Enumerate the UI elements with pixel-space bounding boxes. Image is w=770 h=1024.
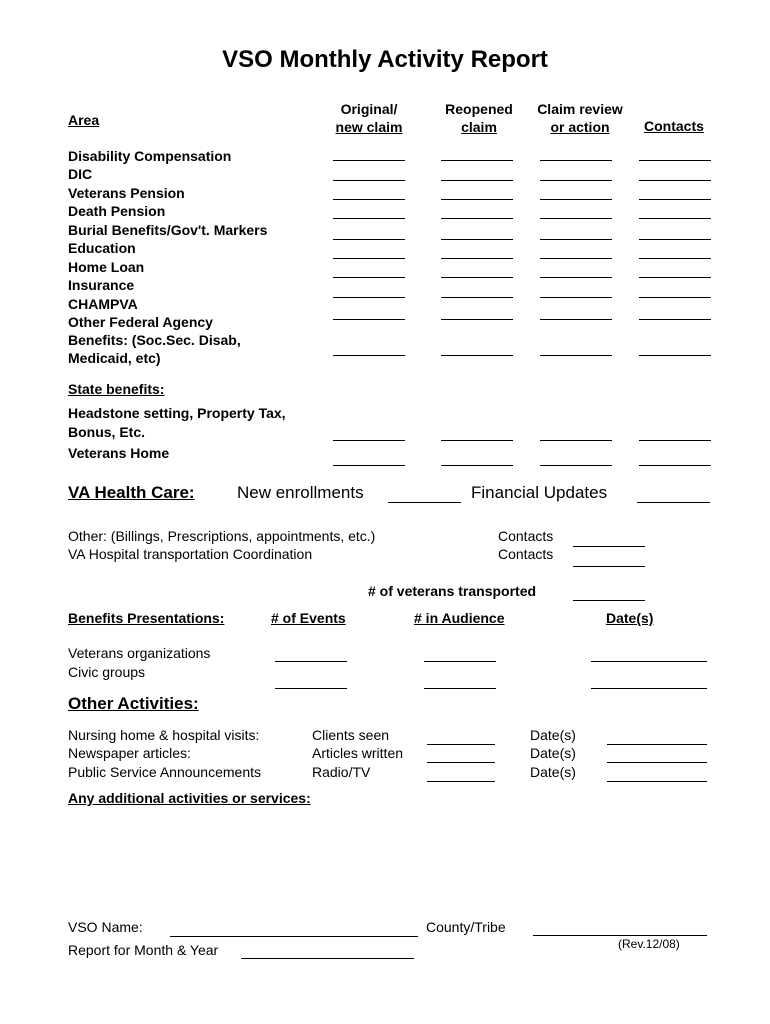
home-loan-original-claim-field[interactable] [333, 277, 405, 278]
state-benefits-heading: State benefits: [68, 381, 165, 397]
area-other-federal-agency: Other Federal Agency [68, 314, 213, 330]
events-column-header: # of Events [271, 610, 346, 626]
area-champva: CHAMPVA [68, 296, 138, 312]
insurance-original-claim-field[interactable] [333, 297, 405, 298]
claim-review-header-line-2: or action [550, 119, 610, 135]
new-enrollments-label: New enrollments [237, 483, 364, 502]
dic-claim-review-field[interactable] [540, 180, 612, 181]
veterans-pension-contacts-field[interactable] [639, 199, 711, 200]
other-federal-agency-contacts-field[interactable] [639, 355, 711, 356]
clients-seen-field[interactable] [427, 744, 495, 745]
education-original-claim-field[interactable] [333, 258, 405, 259]
reopened-claim-column-header [438, 100, 520, 136]
veterans-transported-field[interactable] [573, 600, 645, 601]
new-enrollments-field[interactable] [388, 502, 461, 503]
veterans-home-contacts-field[interactable] [639, 465, 711, 466]
transportation-contacts-field[interactable] [573, 566, 645, 567]
claim-review-column-header [530, 100, 630, 136]
newspaper-dates-label: Date(s) [530, 745, 576, 761]
death-pension-contacts-field[interactable] [639, 218, 711, 219]
death-pension-claim-review-field[interactable] [540, 218, 612, 219]
veterans-organizations-events-field[interactable] [275, 661, 347, 662]
state-headstone-claim-review-field[interactable] [540, 440, 612, 441]
area-dic: DIC [68, 166, 93, 182]
home-loan-contacts-field[interactable] [639, 277, 711, 278]
activity-newspaper: Newspaper articles: [68, 745, 191, 761]
disability-compensation-claim-review-field[interactable] [540, 160, 612, 161]
education-claim-review-field[interactable] [540, 258, 612, 259]
state-headstone-original-claim-field[interactable] [333, 440, 405, 441]
benefits-presentations-heading: Benefits Presentations: [68, 610, 225, 626]
champva-reopened-claim-field[interactable] [441, 319, 513, 320]
burial-benefits-claim-review-field[interactable] [540, 239, 612, 240]
veterans-home-original-claim-field[interactable] [333, 465, 405, 466]
additional-activities-heading: Any additional activities or services: [68, 790, 311, 806]
newspaper-dates-field[interactable] [607, 762, 707, 763]
audience-column-header: # in Audience [414, 610, 505, 626]
other-federal-agency-original-claim-field[interactable] [333, 355, 405, 356]
dic-contacts-field[interactable] [639, 180, 711, 181]
area-other-federal-agency-line-2: Benefits: (Soc.Sec. Disab, [68, 332, 241, 348]
burial-benefits-original-claim-field[interactable] [333, 239, 405, 240]
vso-name-label: VSO Name: [68, 919, 143, 935]
disability-compensation-contacts-field[interactable] [639, 160, 711, 161]
insurance-claim-review-field[interactable] [540, 297, 612, 298]
burial-benefits-reopened-claim-field[interactable] [441, 239, 513, 240]
other-contacts-label: Contacts [498, 528, 554, 544]
measure-clients-seen: Clients seen [312, 727, 390, 743]
county-tribe-label: County/Tribe [426, 919, 506, 935]
home-loan-reopened-claim-field[interactable] [441, 277, 513, 278]
va-health-care-heading: VA Health Care: [68, 483, 195, 502]
area-insurance: Insurance [68, 277, 135, 293]
champva-original-claim-field[interactable] [333, 319, 405, 320]
additional-activities-area[interactable] [68, 812, 708, 902]
disability-compensation-reopened-claim-field[interactable] [441, 160, 513, 161]
vso-name-field[interactable] [170, 936, 418, 937]
area-burial-benefits: Burial Benefits/Gov't. Markers [68, 222, 268, 238]
disability-compensation-original-claim-field[interactable] [333, 160, 405, 161]
veterans-organizations-audience-field[interactable] [424, 661, 496, 662]
veterans-transported-label: # of veterans transported [368, 583, 537, 599]
financial-updates-field[interactable] [637, 502, 710, 503]
original-header-line-1: Original/ [340, 101, 398, 117]
report-month-year-label: Report for Month & Year [68, 942, 219, 958]
original-header-line-2: new claim [335, 119, 403, 135]
nursing-dates-label: Date(s) [530, 727, 576, 743]
civic-groups-events-field[interactable] [275, 688, 347, 689]
contacts-column-header: Contacts [644, 118, 704, 134]
financial-updates-label: Financial Updates [471, 483, 608, 502]
original-claim-column-header [330, 100, 408, 136]
other-federal-agency-claim-review-field[interactable] [540, 355, 612, 356]
page-title: VSO Monthly Activity Report [222, 46, 548, 73]
burial-benefits-contacts-field[interactable] [639, 239, 711, 240]
veterans-organizations-dates-field[interactable] [591, 661, 707, 662]
transportation-contacts-label: Contacts [498, 546, 554, 562]
civic-groups-dates-field[interactable] [591, 688, 707, 689]
area-education: Education [68, 240, 136, 256]
activity-nursing-home: Nursing home & hospital visits: [68, 727, 260, 743]
veterans-home-reopened-claim-field[interactable] [441, 465, 513, 466]
report-month-year-field[interactable] [241, 958, 414, 959]
radio-tv-field[interactable] [427, 781, 495, 782]
veterans-pension-original-claim-field[interactable] [333, 199, 405, 200]
state-benefit-headstone: Headstone setting, Property Tax, [68, 405, 286, 421]
veterans-home-claim-review-field[interactable] [540, 465, 612, 466]
education-contacts-field[interactable] [639, 258, 711, 259]
other-contacts-field[interactable] [573, 546, 645, 547]
psa-dates-field[interactable] [607, 781, 707, 782]
champva-contacts-field[interactable] [639, 319, 711, 320]
area-column-header: Area [68, 112, 100, 128]
area-veterans-pension: Veterans Pension [68, 185, 185, 201]
insurance-reopened-claim-field[interactable] [441, 297, 513, 298]
nursing-dates-field[interactable] [607, 744, 707, 745]
insurance-contacts-field[interactable] [639, 297, 711, 298]
area-other-federal-agency-line-3: Medicaid, etc) [68, 350, 161, 366]
champva-claim-review-field[interactable] [540, 319, 612, 320]
county-tribe-field[interactable] [533, 935, 707, 936]
measure-radio-tv: Radio/TV [312, 764, 371, 780]
state-benefit-veterans-home: Veterans Home [68, 445, 170, 461]
state-headstone-reopened-claim-field[interactable] [441, 440, 513, 441]
revision-label: (Rev.12/08) [618, 937, 680, 951]
other-activities-heading: Other Activities: [68, 694, 199, 713]
civic-groups-audience-field[interactable] [424, 688, 496, 689]
hospital-transportation-label: VA Hospital transportation Coordination [68, 546, 313, 562]
veterans-pension-claim-review-field[interactable] [540, 199, 612, 200]
area-disability-compensation: Disability Compensation [68, 148, 232, 164]
articles-written-field[interactable] [427, 762, 495, 763]
claim-review-header-line-1: Claim review [537, 101, 623, 117]
area-home-loan: Home Loan [68, 259, 145, 275]
presentation-dates-column-header: Date(s) [606, 610, 654, 626]
other-billings-label: Other: (Billings, Prescriptions, appointments, etc.) [68, 528, 376, 544]
education-reopened-claim-field[interactable] [441, 258, 513, 259]
psa-dates-label: Date(s) [530, 764, 576, 780]
reopened-header-line-1: Reopened [445, 101, 513, 117]
presentation-civic-groups: Civic groups [68, 664, 146, 680]
veterans-pension-reopened-claim-field[interactable] [441, 199, 513, 200]
home-loan-claim-review-field[interactable] [540, 277, 612, 278]
presentation-veterans-organizations: Veterans organizations [68, 645, 211, 661]
state-headstone-contacts-field[interactable] [639, 440, 711, 441]
death-pension-original-claim-field[interactable] [333, 218, 405, 219]
activity-psa: Public Service Announcements [68, 764, 261, 780]
area-death-pension: Death Pension [68, 203, 166, 219]
state-benefit-bonus: Bonus, Etc. [68, 424, 146, 440]
death-pension-reopened-claim-field[interactable] [441, 218, 513, 219]
measure-articles-written: Articles written [312, 745, 404, 761]
other-federal-agency-reopened-claim-field[interactable] [441, 355, 513, 356]
dic-original-claim-field[interactable] [333, 180, 405, 181]
reopened-header-line-2: claim [461, 119, 497, 135]
dic-reopened-claim-field[interactable] [441, 180, 513, 181]
